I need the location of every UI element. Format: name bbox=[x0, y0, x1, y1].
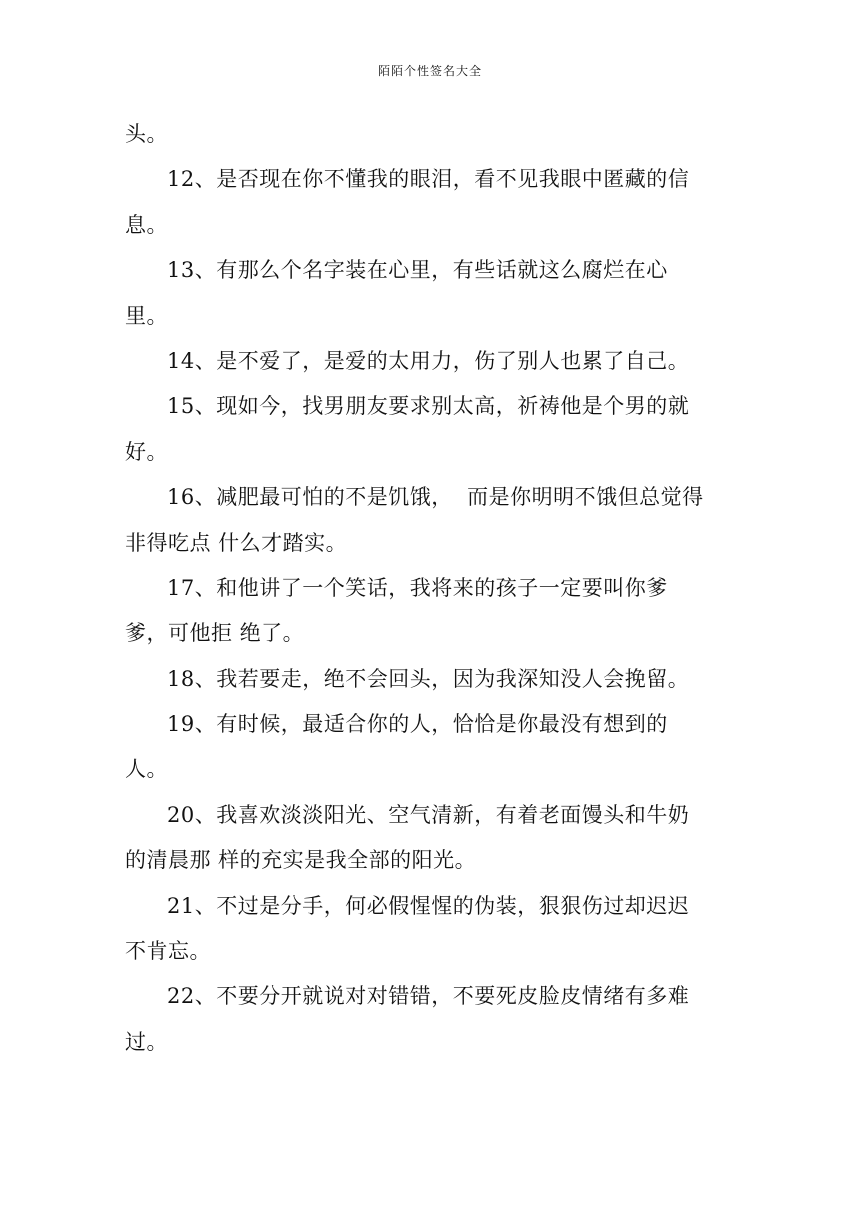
document-body bbox=[125, 112, 725, 1065]
text-line: 16、减肥最可怕的不是饥饿， 而是你明明不饿但总觉得 bbox=[167, 485, 704, 510]
text-line: 22、不要分开就说对对错错，不要死皮脸皮情绪有多难 bbox=[167, 984, 690, 1009]
text-line: 里。 bbox=[125, 303, 168, 328]
text-line: 17、和他讲了一个笑话，我将来的孩子一定要叫你爹 bbox=[167, 575, 668, 600]
page-header-title: 陌陌个性签名大全 bbox=[377, 64, 482, 78]
text-line: 不肯忘。 bbox=[125, 939, 211, 964]
text-line: 息。 bbox=[125, 212, 168, 237]
text-line: 18、我若要走，绝不会回头，因为我深知没人会挽留。 bbox=[167, 666, 690, 691]
text-line: 头。 bbox=[125, 122, 168, 146]
text-line: 21、不过是分手，何必假惺惺的伪装，狠狠伤过却迟迟 bbox=[167, 893, 690, 918]
text-line: 14、是不爱了，是爱的太用力，伤了别人也累了自己。 bbox=[167, 348, 690, 373]
text-line: 好。 bbox=[125, 439, 168, 464]
text-line: 人。 bbox=[125, 757, 168, 782]
text-line: 13、有那么个名字装在心里，有些话就这么腐烂在心 bbox=[167, 258, 668, 283]
text-line: 过。 bbox=[125, 1029, 168, 1054]
text-line: 的清晨那 样的充实是我全部的阳光。 bbox=[125, 848, 477, 873]
text-line: 爹，可他拒 绝了。 bbox=[125, 621, 305, 646]
text-line: 20、我喜欢淡淡阳光、空气清新，有着老面馒头和牛奶 bbox=[167, 802, 690, 827]
text-line: 非得吃点 什么才踏实。 bbox=[125, 530, 348, 555]
text-line: 12、是否现在你不懂我的眼泪，看不见我眼中匿藏的信 bbox=[167, 167, 690, 192]
text-line: 19、有时候，最适合你的人，恰恰是你最没有想到的 bbox=[167, 712, 668, 737]
text-line: 15、现如今，找男朋友要求别太高，祈祷他是个男的就 bbox=[167, 394, 690, 419]
